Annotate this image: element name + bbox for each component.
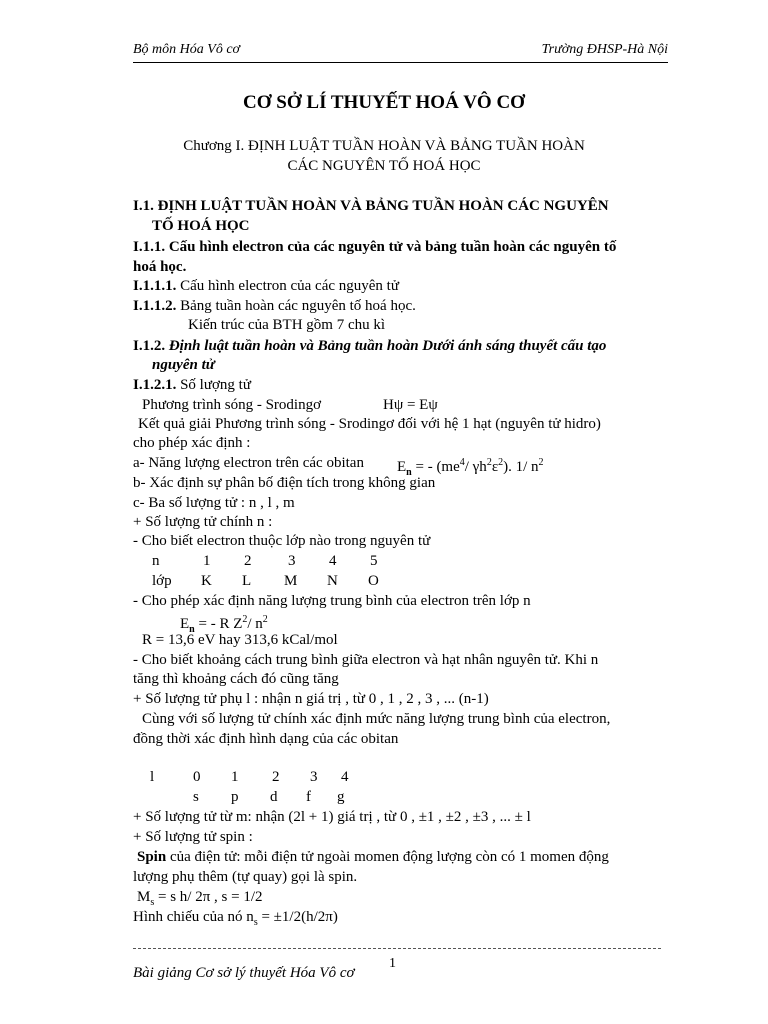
- header-right: Trường ĐHSP-Hà Nội: [541, 42, 668, 57]
- table-cell: 1: [231, 769, 239, 785]
- spin-desc-1: [137, 848, 609, 866]
- table-cell: 2: [244, 553, 252, 569]
- formula-part: = ±1/2(h/2π): [257, 909, 338, 925]
- formula-part: = - (me: [411, 459, 460, 475]
- section-1-1-2: [133, 337, 606, 355]
- formula-sub: s: [150, 897, 155, 908]
- azimuthal-quantum-title: + Số lượng tử phụ l : nhận n giá trị , từ 0 , 1 , 2 , 3 , ... (n-1): [133, 691, 489, 707]
- section-number: I.1.2.: [133, 338, 166, 354]
- bth-structure-line: Kiến trúc của BTH gồm 7 chu kì: [188, 317, 386, 333]
- page-header: [133, 40, 668, 63]
- section-1-heading-cont: TỐ HOÁ HỌC: [152, 218, 250, 234]
- formula-part: ). 1/ n: [503, 459, 539, 475]
- formula-part: ε: [491, 459, 499, 475]
- wave-equation: Hψ = Eψ: [383, 397, 438, 413]
- table-cell: L: [242, 573, 252, 589]
- spin-projection-formula: [133, 908, 338, 932]
- table-cell: s: [193, 789, 199, 805]
- formula-sup: 4: [459, 457, 465, 468]
- table-cell: 2: [272, 769, 280, 785]
- spin-desc-text: của điện tử: mỗi điện tử ngoài momen động lượng còn có 1 momen động: [166, 849, 609, 865]
- section-number: I.1.1.1.: [133, 278, 177, 294]
- chapter-title-line2: CÁC NGUYÊN TỐ HOÁ HỌC: [287, 158, 481, 174]
- formula-sup: 2: [486, 457, 492, 468]
- formula-part: = - R Z: [194, 616, 243, 632]
- table-cell: 3: [288, 553, 296, 569]
- formula-part: / γh: [464, 459, 487, 475]
- formula-part: Hình chiếu của nó n: [133, 909, 254, 925]
- result-line-1: Kết quả giải Phương trình sóng - Srodingơ đối với hệ 1 hạt (nguyên tử hidro): [138, 416, 601, 432]
- principal-quantum-desc-1: - Cho biết electron thuộc lớp nào trong nguyên tử: [133, 533, 431, 549]
- formula-part: / n: [247, 616, 263, 632]
- result-line-2: cho phép xác định :: [133, 435, 251, 451]
- formula-sub: s: [253, 917, 258, 928]
- principal-quantum-desc-3: - Cho biết khoảng cách trung bình giữa electron và hạt nhân nguyên tử. Khi n: [133, 652, 599, 668]
- spin-desc-2: lượng phụ thêm (tự quay) gọi là spin.: [133, 869, 358, 885]
- table-cell: N: [327, 573, 338, 589]
- azimuthal-desc-1: Cùng với số lượng tử chính xác định mức năng lượng trung bình của electron,: [142, 711, 611, 727]
- formula-part: E: [180, 616, 190, 632]
- principal-quantum-desc-3-cont: tăng thì khoảng cách đó cũng tăng: [133, 671, 339, 687]
- table-cell: 5: [370, 553, 378, 569]
- table-cell: 3: [310, 769, 318, 785]
- table-cell: 4: [341, 769, 349, 785]
- spin-quantum-title: + Số lượng tử spin :: [133, 829, 253, 845]
- section-1-1-1-1: [133, 277, 399, 295]
- section-1-heading: I.1. ĐỊNH LUẬT TUẦN HOÀN VÀ BẢNG TUẦN HOÀN CÁC NGUYÊN: [133, 198, 609, 214]
- table-cell: O: [368, 573, 379, 589]
- item-c: c- Ba số lượng tử : n , l , m: [133, 495, 295, 511]
- section-text: Số lượng tử: [176, 377, 251, 393]
- formula-sub: n: [189, 624, 195, 635]
- section-text: Định luật tuần hoàn và Bảng tuần hoàn Dưới ánh sáng thuyết cấu tạo: [165, 338, 607, 354]
- table-cell: l: [150, 769, 155, 785]
- principal-quantum-desc-2: - Cho phép xác định năng lượng trung bình của electron trên lớp n: [133, 593, 531, 609]
- table-cell: 1: [203, 553, 211, 569]
- header-left: Bộ môn Hóa Vô cơ: [133, 42, 241, 57]
- azimuthal-desc-2: đồng thời xác định hình dạng của các obitan: [133, 731, 399, 747]
- table-cell: 0: [193, 769, 201, 785]
- table-cell: g: [337, 789, 345, 805]
- formula-sup: 2: [262, 614, 268, 625]
- formula-part: E: [397, 459, 407, 475]
- table-cell: K: [201, 573, 212, 589]
- section-1-1-2-cont: nguyên tử: [152, 357, 215, 373]
- table-cell: d: [270, 789, 278, 805]
- chapter-title-line1: Chương I. ĐỊNH LUẬT TUẦN HOÀN VÀ BẢNG TUẦN HOÀN: [183, 138, 585, 154]
- formula-part: M: [137, 889, 151, 905]
- footer-text: Bài giảng Cơ sở lý thuyết Hóa Vô cơ: [133, 965, 355, 981]
- wave-equation-label: Phương trình sóng - Srodingơ: [142, 397, 322, 413]
- formula-sup: 2: [538, 457, 544, 468]
- section-number: I.1.1.2.: [133, 298, 177, 314]
- spin-term: Spin: [137, 849, 167, 865]
- item-b: b- Xác định sự phân bố điện tích trong không gian: [133, 475, 436, 491]
- section-1-1-2-1: [133, 376, 251, 394]
- page-title: CƠ SỞ LÍ THUYẾT HOÁ VÔ CƠ: [243, 92, 525, 113]
- section-1-1-1-2: [133, 297, 416, 315]
- footer-divider: [133, 948, 661, 949]
- table-cell: 4: [329, 553, 337, 569]
- rydberg-value: R = 13,6 eV hay 313,6 kCal/mol: [142, 632, 338, 648]
- section-number: I.1.2.1.: [133, 377, 177, 393]
- table-cell: n: [152, 553, 160, 569]
- table-cell: p: [231, 789, 239, 805]
- section-1-1-1-heading: I.1.1. Cấu hình electron của các nguyên tử và bảng tuần hoàn các nguyên tố: [133, 239, 617, 255]
- item-a: a- Năng lượng electron trên các obitan: [133, 455, 364, 471]
- principal-quantum-title: + Số lượng tử chính n :: [133, 514, 273, 530]
- table-cell: f: [306, 789, 311, 805]
- page-number: 1: [389, 956, 396, 971]
- table-cell: M: [284, 573, 298, 589]
- section-text: Cấu hình electron của các nguyên tử: [176, 278, 399, 294]
- formula-sup: 2: [242, 614, 248, 625]
- section-text: Bảng tuần hoàn các nguyên tố hoá học.: [176, 298, 416, 314]
- section-1-1-1-heading-cont: hoá học.: [133, 259, 187, 275]
- formula-sup: 2: [498, 457, 504, 468]
- magnetic-quantum-line: + Số lượng tử từ m: nhận (2l + 1) giá trị , từ 0 , ±1 , ±2 , ±3 , ... ± l: [133, 809, 531, 825]
- table-cell: lớp: [152, 573, 172, 589]
- formula-sub: n: [406, 467, 412, 478]
- formula-part: = s h/ 2π , s = 1/2: [154, 889, 263, 905]
